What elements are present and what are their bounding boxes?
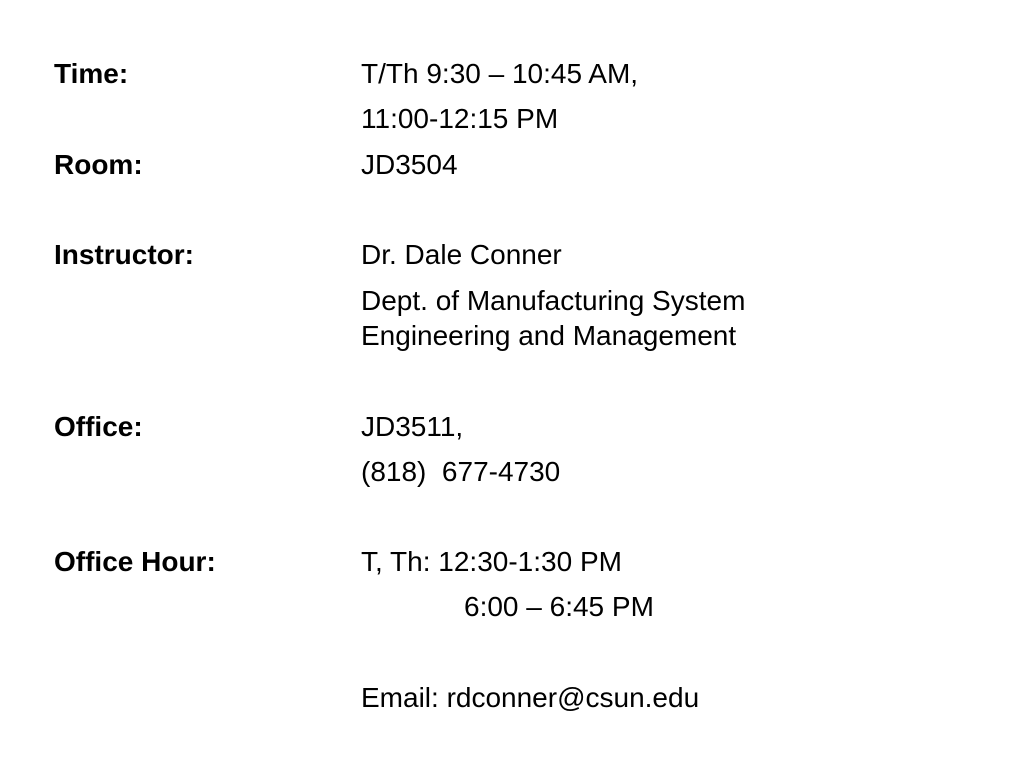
office-hour-label: Office Hour: xyxy=(54,546,216,577)
email-text: Email: rdconner@csun.edu xyxy=(361,682,700,713)
instructor-name: Dr. Dale Conner xyxy=(361,239,562,270)
instructor-dept-line-1: Dept. of Manufacturing System xyxy=(361,285,746,316)
time-label: Time: xyxy=(54,58,129,89)
office-hour-line-2: 6:00 – 6:45 PM xyxy=(464,591,654,622)
office-label: Office: xyxy=(54,411,143,442)
time-line-2: 11:00-12:15 PM xyxy=(361,103,559,134)
room-value: JD3504 xyxy=(361,149,458,180)
instructor-label: Instructor: xyxy=(54,239,194,270)
instructor-dept-line-2: Engineering and Management xyxy=(361,320,737,351)
room-label: Room: xyxy=(54,149,143,180)
office-phone: (818) 677-4730 xyxy=(361,456,561,487)
time-line-1: T/Th 9:30 – 10:45 AM, xyxy=(361,58,639,89)
office-hour-line-1: T, Th: 12:30-1:30 PM xyxy=(361,546,622,577)
office-room: JD3511, xyxy=(361,411,464,442)
